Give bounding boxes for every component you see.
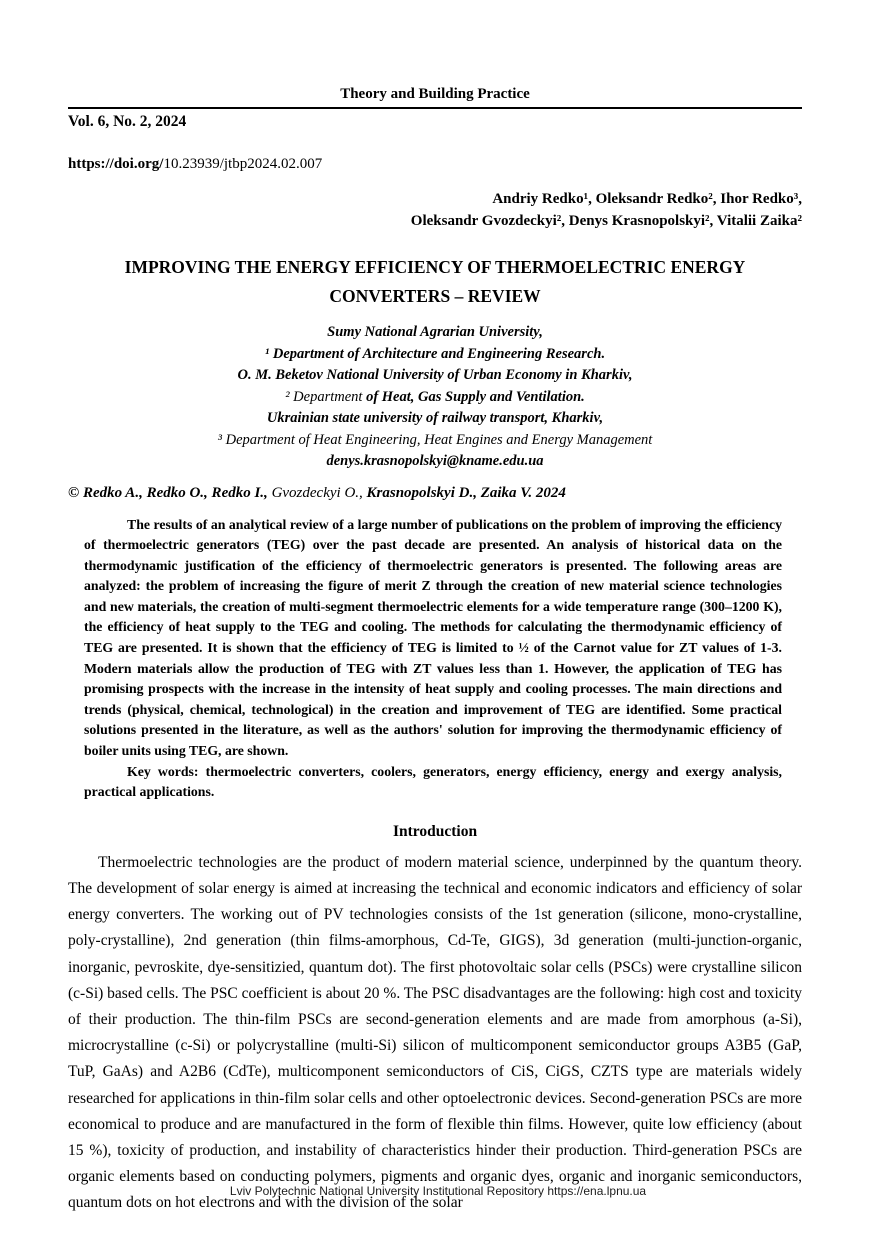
copyright-authors-3: Krasnopolskyi D., Zaika V. 2024 (366, 484, 566, 501)
corresponding-email[interactable]: denys.krasnopolskyi@kname.edu.ua (326, 453, 544, 469)
authors-line-1: Andriy Redko¹, Oleksandr Redko², Ihor Redko³, (492, 191, 802, 207)
affiliation-university-3: Ukrainian state university of railway transport, Kharkiv, (266, 410, 604, 426)
volume-issue: Vol. 6, No. 2, 2024 (68, 113, 187, 130)
keywords-text: Key words: thermoelectric converters, coolers, generators, energy efficiency, energy and exergy analysis, practical applications. (84, 763, 782, 800)
introduction-heading: Introduction (392, 822, 478, 840)
paper-title: IMPROVING THE ENERGY EFFICIENCY OF THERMOELECTRIC ENERGY CONVERTERS – REVIEW (124, 257, 746, 306)
affiliation-department-2-prefix: ² Department (285, 388, 367, 405)
doi-prefix: https://doi.org/ (68, 156, 164, 172)
affiliation-department-3: ³ Department of Heat Engineering, Heat Engines and Energy Management (217, 431, 653, 448)
introduction-body (68, 850, 802, 1217)
copyright-authors-1: © Redko A., Redko O., Redko I., (68, 484, 272, 501)
header-rule (68, 107, 802, 109)
doi-line (68, 156, 802, 173)
copyright-authors-2: Gvozdeckyi O., (271, 484, 367, 501)
repository-footer: Lviv Polytechnic National University Institutional Repository https://ena.lpnu.ua (229, 1184, 647, 1198)
affiliations-block (68, 322, 802, 473)
page-content (68, 0, 802, 1217)
affiliation-university-2: O. M. Beketov National University of Urban Economy in Kharkiv, (237, 367, 633, 383)
affiliation-department-2 (68, 387, 802, 409)
abstract-text: The results of an analytical review of a large number of publications on the problem of improving the efficiency of thermoelectric generators (TEG) over the past decade are presented. An analysis of historical data on the thermodynamic justification of the efficiency of thermoelectric generators is presented. The following areas are analyzed: the problem of increasing the figure of merit Z through the creation of new material science technologies and new materials, the creation of multi-segment thermoelectric elements for a wide temperature range (300–1200 K), the efficiency of heat supply to the TEG and cooling. The methods for calculating the thermodynamic efficiency of TEG are presented. It is shown that the efficiency of TEG is limited to ½ of the Carnot value for ZT values of 1-3. Modern materials allow the production of TEG with ZT values less than 1. However, the application of TEG has promising prospects with the increase in the intensity of heat supply and cooling processes. The main directions and trends (physical, chemical, technological) in the creation and improvement of TEG are identified. Some practical solutions presented in the literature, as well as the authors' solution for improving the thermodynamic efficiency of boiler units using TEG, are shown. (84, 516, 782, 759)
affiliation-department-2-name: of Heat, Gas Supply and Ventilation. (366, 388, 585, 405)
doi-link[interactable]: 10.23939/jtbp2024.02.007 (163, 156, 323, 172)
affiliation-university-1: Sumy National Agrarian University, (327, 324, 543, 340)
copyright-line (68, 485, 802, 502)
introduction-paragraph: Thermoelectric technologies are the product of modern material science, underpinned by the quantum theory. The development of solar energy is aimed at increasing the technical and economic indicators and efficiency of solar energy converters. The working out of PV technologies consists of the 1st generation (silicone, mono-crystalline, poly-crystalline), 2nd generation (thin films-amorphous, Cd-Te, GIGS), 3d generation (multi-junction-organic, inorganic, pevroskite, dye-sensitizied, quantum dot). The first photovoltaic solar cells (PSCs) were crystalline silicon (c-Si) based cells. The PSC coefficient is about 20 %. The PSC disadvantages are the following: high cost and toxicity of their production. The thin-film PSCs are second-generation elements and are made from amorphous (a-Si), microcrystalline (c-Si) or polycrystalline (multi-Si) silicon of multicomponent semiconductor groups A3B5 (GaP, TuP, GaAs) and A2B6 (CdTe), multicomponent semiconductors of CiS, CiGS, CZTS type are materials widely researched for applications in thin-film solar cells and other optoelectronic devices. Second-generation PSCs are more economical to produce and are manufactured in the form of flexible thin films. However, quite low efficiency (about 15 %), toxicity of production, and instability of characteristics hinder their production. Third-generation PSCs are organic elements based on conducting polymers, pigments and organic dyes, organic and inorganic semiconductors, quantum dots on hot electrons and with the division of the solar (68, 853, 802, 1212)
authors-line-2: Oleksandr Gvozdeckyi², Denys Krasnopolskyi², Vitalii Zaika² (410, 213, 802, 229)
authors-block (68, 188, 802, 232)
abstract-block (84, 515, 782, 803)
journal-name: Theory and Building Practice (340, 86, 530, 102)
affiliation-department-1: ¹ Department of Architecture and Engineering Research. (264, 345, 606, 362)
